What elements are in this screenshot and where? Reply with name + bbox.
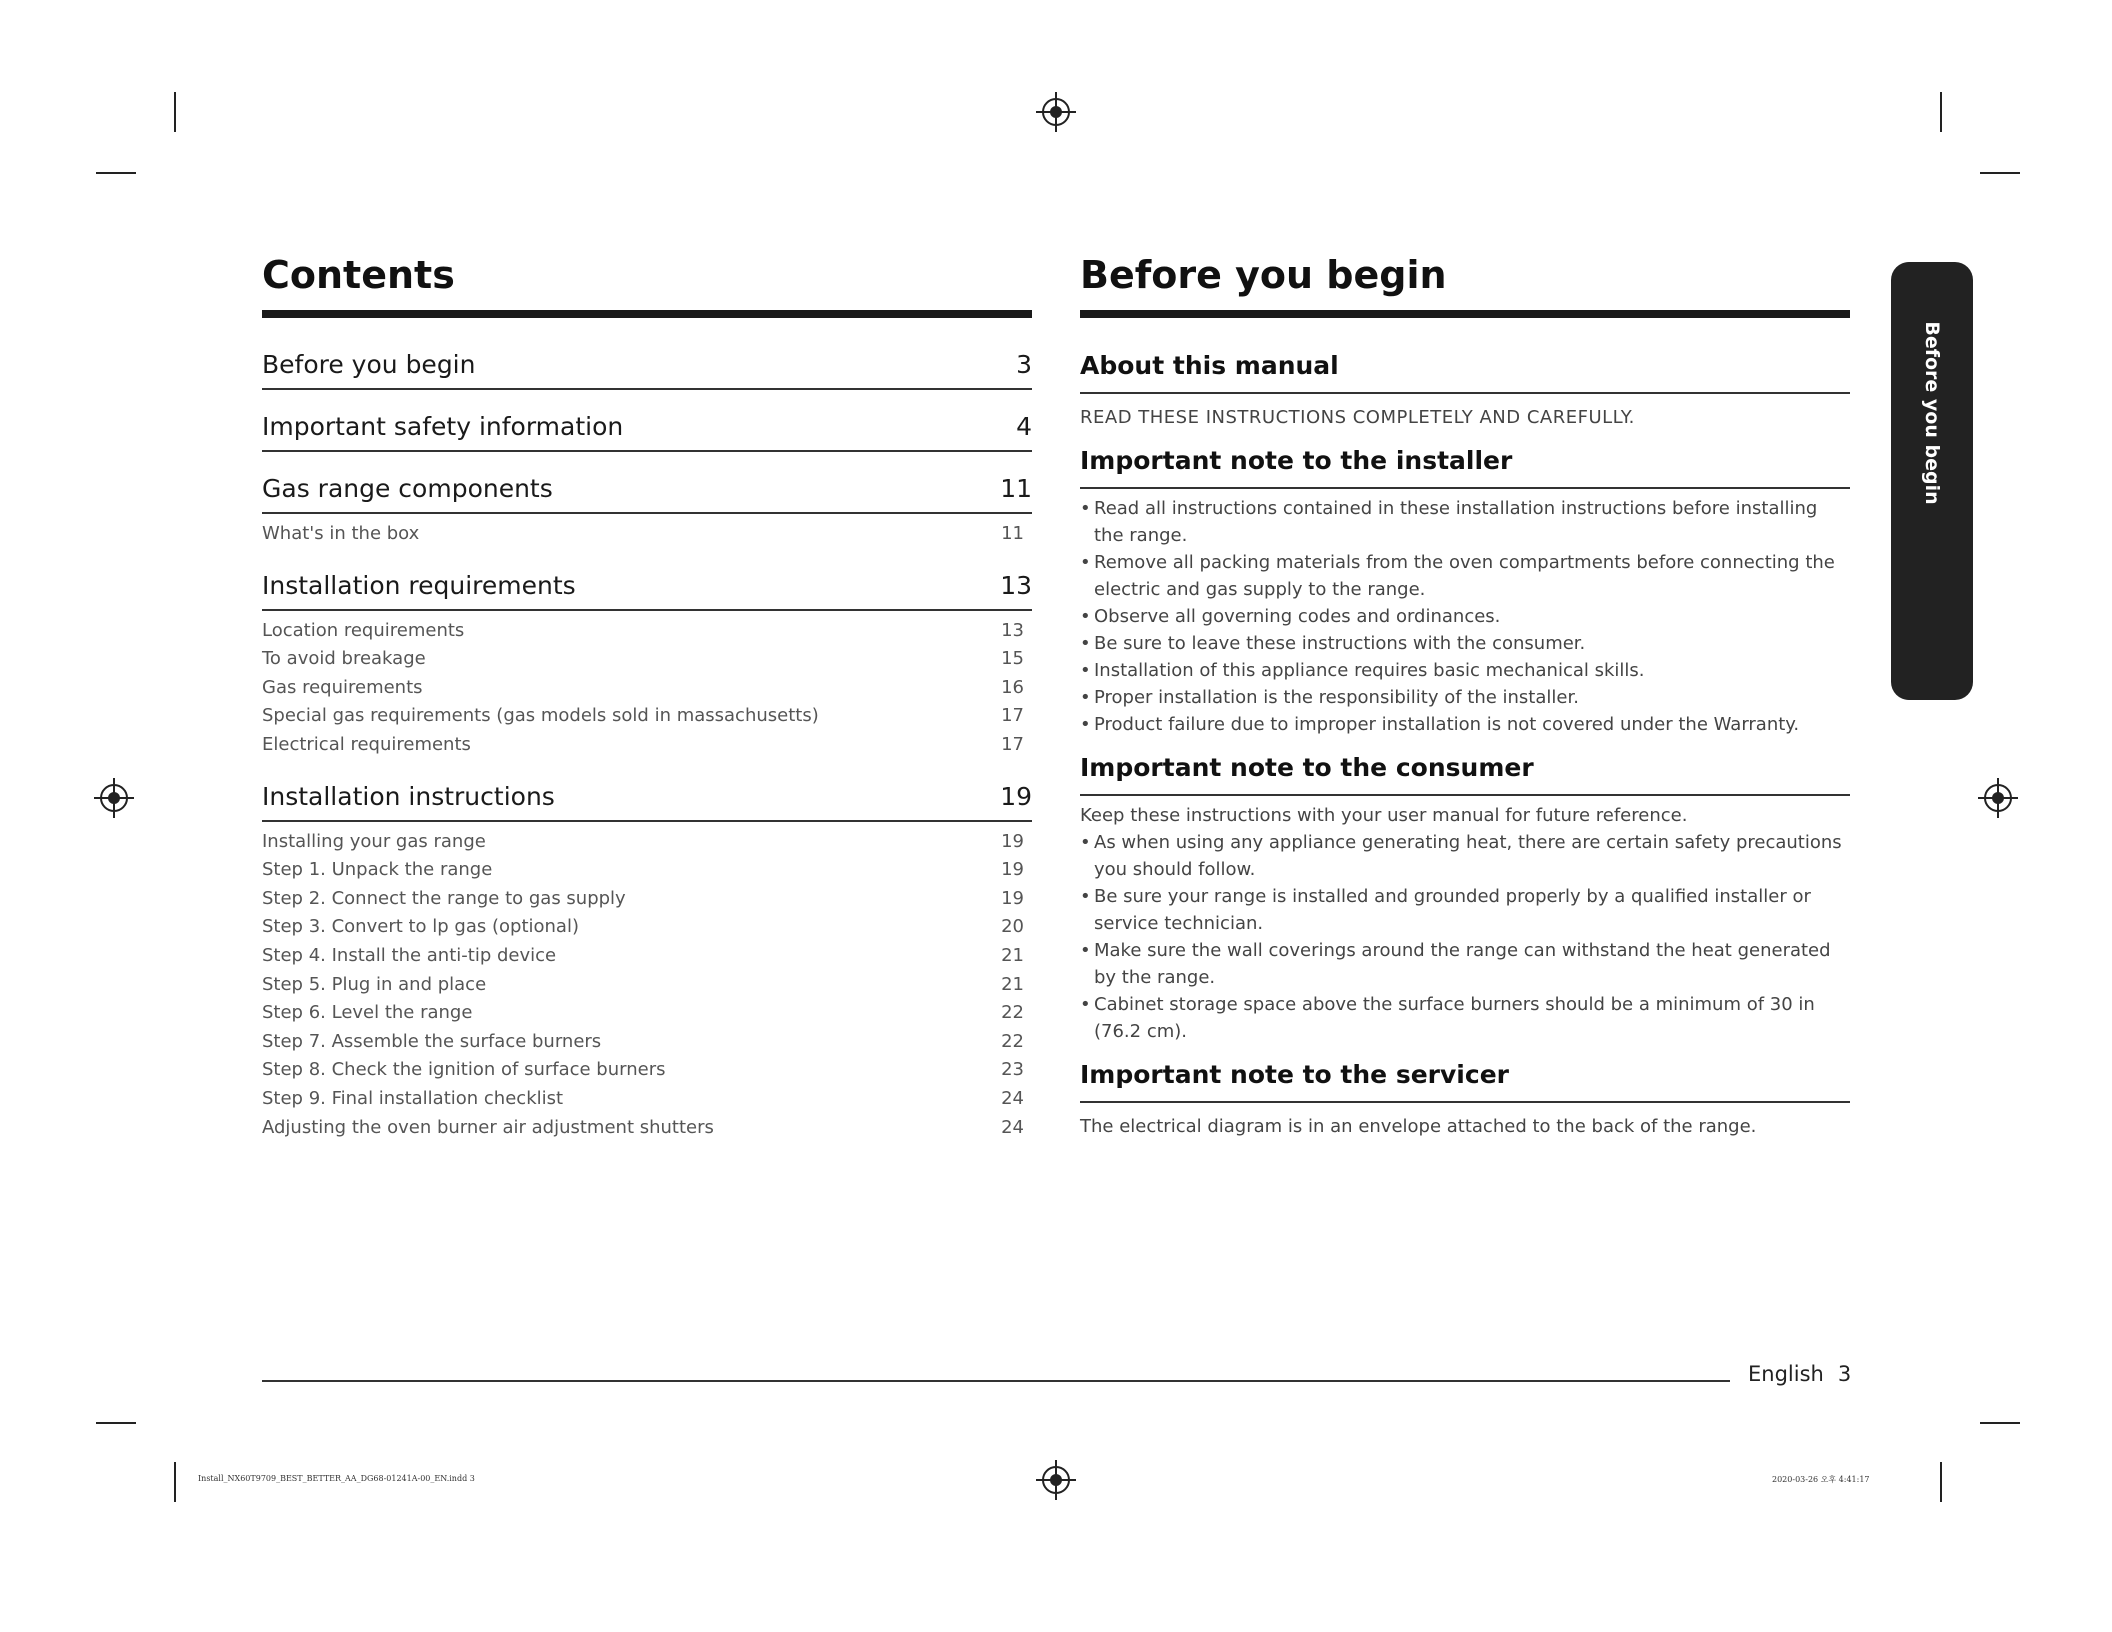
toc-subentry-page: 17	[1001, 705, 1024, 727]
toc-subentry-page: 21	[1001, 944, 1024, 966]
toc-subentry[interactable]	[262, 674, 1032, 703]
toc-sections	[262, 350, 1032, 1142]
footer-language: English	[1748, 1362, 1824, 1386]
bullet-item: • Read all instructions contained in these installation instructions before installing the range.	[1080, 495, 1850, 549]
toc-section	[262, 350, 1032, 390]
crop-mark	[174, 92, 176, 132]
toc-subentry[interactable]	[262, 731, 1032, 760]
toc-subentry[interactable]	[262, 645, 1032, 674]
toc-subentry-page: 19	[1001, 859, 1024, 881]
consumer-bullets	[1080, 829, 1850, 1045]
toc-subentry-label: To avoid breakage	[262, 648, 426, 670]
bullet-item: • Installation of this appliance requires basic mechanical skills.	[1080, 657, 1850, 684]
crop-mark	[1980, 172, 2020, 174]
toc-entry-page: 19	[1000, 781, 1032, 811]
toc-subentry[interactable]	[262, 913, 1032, 942]
toc-subentry-label: Step 3. Convert to lp gas (optional)	[262, 916, 579, 938]
toc-section	[262, 782, 1032, 1143]
toc-subentry-label: What's in the box	[262, 523, 420, 544]
toc-subentry[interactable]	[262, 1085, 1032, 1114]
toc-subentry-label: Step 6. Level the range	[262, 1002, 473, 1024]
toc-subentry-label: Installing your gas range	[262, 830, 486, 852]
toc-subentry-page: 16	[1001, 676, 1024, 698]
crop-mark	[96, 1422, 136, 1424]
toc-subentries	[262, 611, 1032, 760]
toc-subentry-page: 15	[1001, 648, 1024, 670]
bullet-item: • Make sure the wall coverings around the range can withstand the heat generated by the range.	[1080, 937, 1850, 991]
toc-subentry-label: Gas requirements	[262, 676, 423, 698]
bullet-item: • Remove all packing materials from the oven compartments before connecting the electric and gas supply to the range.	[1080, 549, 1850, 603]
slug-file-name: Install_NX60T9709_BEST_BETTER_AA_DG68-01241A-00_EN.indd 3	[198, 1474, 475, 1483]
crop-mark	[96, 172, 136, 174]
toc-entry-page: 11	[1000, 474, 1032, 503]
toc-entry[interactable]	[262, 782, 1032, 822]
about-heading: About this manual	[1080, 350, 1850, 394]
toc-subentry[interactable]	[262, 856, 1032, 885]
toc-subentry[interactable]	[262, 828, 1032, 857]
toc-subentry-page: 24	[1001, 1087, 1024, 1109]
toc-subentry-page: 17	[1001, 733, 1024, 755]
servicer-text: The electrical diagram is in an envelope attached to the back of the range.	[1080, 1116, 1757, 1137]
toc-section	[262, 412, 1032, 452]
registration-mark-icon	[100, 784, 128, 812]
toc-entry-page: 4	[1016, 412, 1032, 441]
bullet-item: • Be sure your range is installed and grounded properly by a qualified installer or service technician.	[1080, 883, 1850, 937]
toc-subentry-page: 23	[1001, 1059, 1024, 1081]
toc-subentry[interactable]	[262, 617, 1032, 646]
slug-timestamp: 2020-03-26 오후 4:41:17	[1772, 1475, 1870, 1484]
toc-subentry-page: 19	[1001, 887, 1024, 909]
installer-heading: Important note to the installer	[1080, 445, 1850, 489]
registration-mark-icon	[1042, 1466, 1070, 1494]
footer	[1748, 1362, 1851, 1386]
toc-entry[interactable]	[262, 474, 1032, 514]
table-of-contents	[262, 244, 1032, 1142]
toc-subentry[interactable]	[262, 999, 1032, 1028]
section-side-tab[interactable]	[1891, 262, 1973, 700]
toc-subentry[interactable]	[262, 702, 1032, 731]
footer-rule	[262, 1380, 1730, 1382]
toc-subentry-label: Step 4. Install the anti-tip device	[262, 944, 557, 966]
title-rule	[262, 310, 1032, 318]
installer-bullets	[1080, 495, 1850, 738]
bullet-item: • Be sure to leave these instructions with the consumer.	[1080, 630, 1850, 657]
toc-entry-title: Before you begin	[262, 350, 476, 379]
toc-subentries	[262, 514, 1032, 549]
consumer-heading: Important note to the consumer	[1080, 752, 1850, 796]
toc-subentry-label: Step 2. Connect the range to gas supply	[262, 887, 626, 909]
toc-entry-title: Installation instructions	[262, 781, 555, 811]
title-rule	[1080, 310, 1850, 318]
bullet-item: • As when using any appliance generating heat, there are certain safety precautions you should follow.	[1080, 829, 1850, 883]
toc-subentry-label: Location requirements	[262, 619, 465, 641]
toc-subentry-page: 13	[1001, 619, 1024, 641]
toc-entry[interactable]	[262, 571, 1032, 611]
toc-subentry[interactable]	[262, 520, 1032, 549]
toc-subentry[interactable]	[262, 1028, 1032, 1057]
toc-subentry-page: 24	[1001, 1116, 1024, 1138]
toc-subentry-label: Electrical requirements	[262, 733, 471, 755]
toc-entry-page: 3	[1016, 350, 1032, 379]
before-title: Before you begin	[1080, 253, 1447, 297]
servicer-heading: Important note to the servicer	[1080, 1059, 1850, 1103]
toc-entry-page: 13	[1000, 570, 1032, 600]
toc-subentry-page: 22	[1001, 1002, 1024, 1024]
contents-title: Contents	[262, 253, 455, 297]
toc-subentry[interactable]	[262, 942, 1032, 971]
crop-mark	[1940, 92, 1942, 132]
about-text: READ THESE INSTRUCTIONS COMPLETELY AND CAREFULLY.	[1080, 407, 1635, 428]
registration-mark-icon	[1984, 784, 2012, 812]
toc-subentry[interactable]	[262, 885, 1032, 914]
registration-mark-icon	[1042, 98, 1070, 126]
toc-subentry-label: Step 1. Unpack the range	[262, 859, 493, 881]
toc-subentry-label: Step 9. Final installation checklist	[262, 1087, 564, 1109]
bullet-item: • Observe all governing codes and ordinances.	[1080, 603, 1850, 630]
toc-section	[262, 571, 1032, 760]
toc-subentry-label: Step 8. Check the ignition of surface burners	[262, 1059, 666, 1081]
crop-mark	[174, 1462, 176, 1502]
toc-entry[interactable]	[262, 350, 1032, 390]
toc-entry-title: Installation requirements	[262, 570, 576, 600]
toc-subentries	[262, 822, 1032, 1143]
footer-page-number: 3	[1837, 1362, 1852, 1386]
toc-subentry-page: 22	[1001, 1030, 1024, 1052]
crop-mark	[1940, 1462, 1942, 1502]
toc-entry-title: Gas range components	[262, 474, 553, 503]
toc-subentry-page: 21	[1001, 973, 1024, 995]
toc-subentry[interactable]	[262, 1114, 1032, 1143]
toc-subentry-page: 11	[1001, 523, 1024, 544]
toc-subentry-label: Adjusting the oven burner air adjustment shutters	[262, 1116, 714, 1138]
toc-subentry-label: Step 7. Assemble the surface burners	[262, 1030, 602, 1052]
toc-section	[262, 474, 1032, 549]
toc-entry[interactable]	[262, 412, 1032, 452]
toc-entry-title: Important safety information	[262, 412, 624, 441]
toc-subentry[interactable]	[262, 1056, 1032, 1085]
crop-mark	[1980, 1422, 2020, 1424]
toc-subentry-page: 20	[1001, 916, 1024, 938]
toc-subentry-label: Special gas requirements (gas models sold in massachusetts)	[262, 705, 819, 727]
before-you-begin-section	[1080, 244, 1850, 1140]
bullet-item: • Proper installation is the responsibility of the installer.	[1080, 684, 1850, 711]
toc-subentry-label: Step 5. Plug in and place	[262, 973, 487, 995]
side-tab-label: Before you begin	[1921, 321, 1943, 505]
toc-subentry-page: 19	[1001, 830, 1024, 852]
toc-subentry[interactable]	[262, 971, 1032, 1000]
bullet-item: • Product failure due to improper installation is not covered under the Warranty.	[1080, 711, 1850, 738]
consumer-intro: Keep these instructions with your user manual for future reference.	[1080, 805, 1688, 826]
bullet-item: • Cabinet storage space above the surface burners should be a minimum of 30 in (76.2 cm).	[1080, 991, 1850, 1045]
